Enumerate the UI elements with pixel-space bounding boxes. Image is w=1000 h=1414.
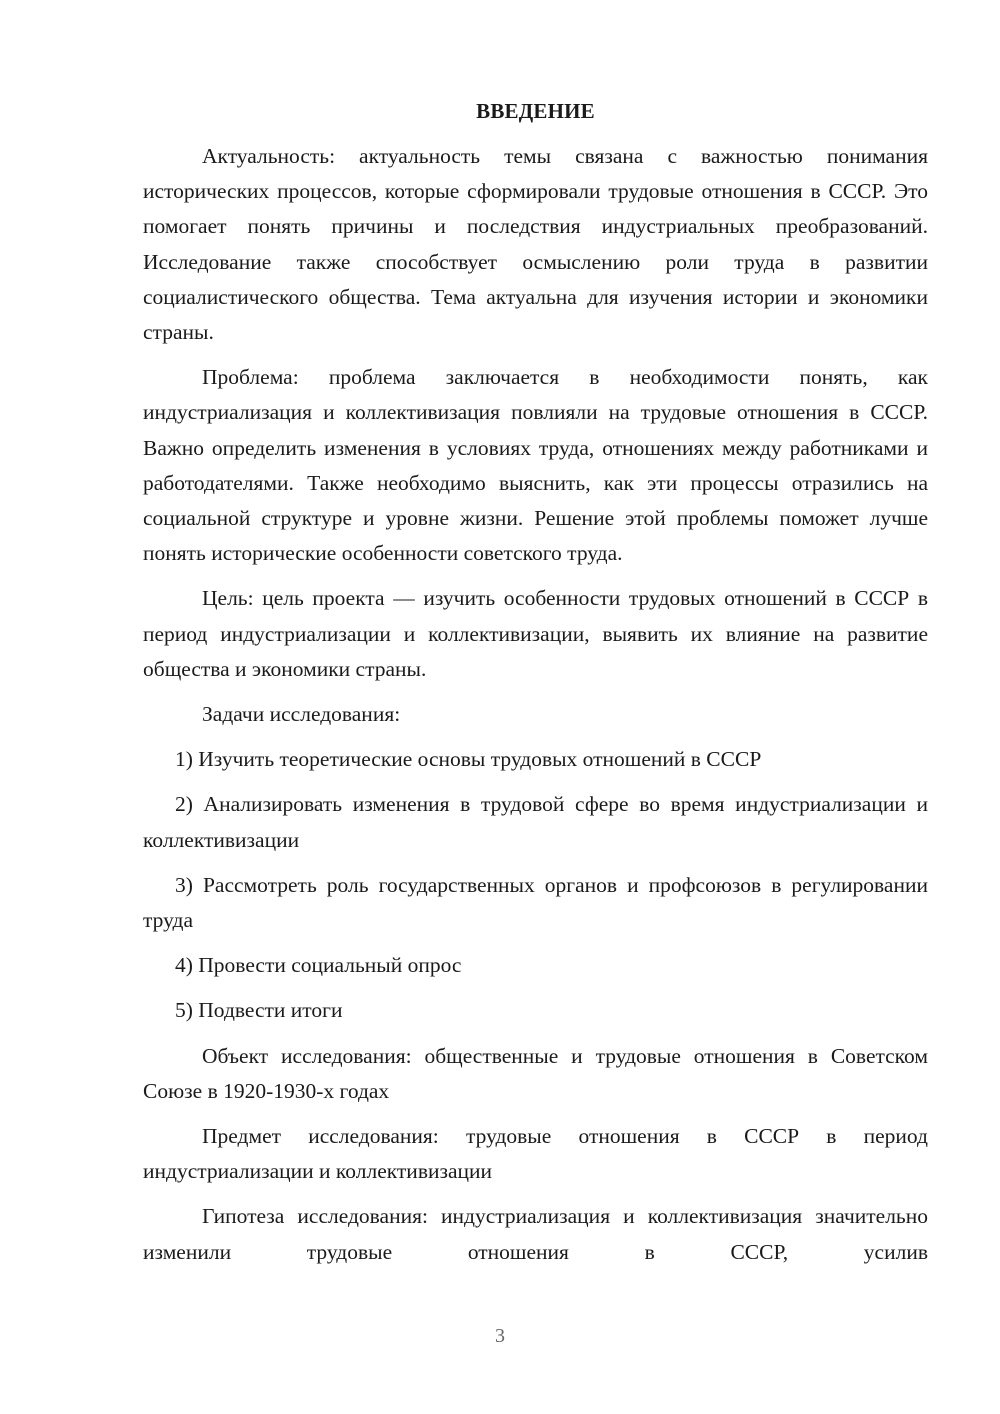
hypothesis-paragraph: Гипотеза исследования: индустриализация и коллективизация значительно изменили трудовые отношения в СССР, усилив — [143, 1204, 928, 1264]
object-paragraph: Объект исследования: общественные и трудовые отношения в Советском Союзе в 1920-1930-х годах — [143, 1043, 928, 1103]
subject-paragraph: Предмет исследования: трудовые отношения в СССР в период индустриализации и коллективизации — [143, 1124, 928, 1184]
goal-paragraph: Цель: цель проекта — изучить особенности трудовых отношений в СССР в период индустриализации и коллективизации, выявить их влияние на развитие общества и экономики страны. — [143, 586, 928, 681]
task-item-4: 4) Провести социальный опрос — [175, 953, 462, 978]
page-number: 3 — [495, 1325, 505, 1347]
tasks-heading: Задачи исследования: — [202, 702, 401, 727]
page-title: ВВЕДЕНИЕ — [476, 99, 595, 123]
task-item-2: 2) Анализировать изменения в трудовой сфере во время индустриализации и коллективизации — [143, 792, 928, 852]
task-item-3: 3) Рассмотреть роль государственных органов и профсоюзов в регулировании труда — [143, 872, 928, 933]
document-page — [143, 94, 928, 1270]
task-item-5: 5) Подвести итоги — [175, 998, 343, 1023]
task-item-1: 1) Изучить теоретические основы трудовых отношений в СССР — [175, 747, 762, 772]
problem-paragraph: Проблема: проблема заключается в необходимости понять, как индустриализация и коллективизация повлияли на трудовые отношения в СССР. Важно определить изменения в условиях труда, отношениях между работниками и работодателями. Также необходимо выяснить, как эти процессы отразились на социальной структуре и уровне жизни. Решение этой проблемы поможет лучше понять исторические особенности советского труда. — [143, 365, 928, 566]
relevance-paragraph: Актуальность: актуальность темы связана с важностью понимания исторических процессов, которые сформировали трудовые отношения в СССР. Это помогает понять причины и последствия индустриальных преобразований. Исследование также способствует осмыслению роли труда в развитии социалистического общества. Тема актуальна для изучения истории и экономики страны. — [143, 144, 928, 345]
